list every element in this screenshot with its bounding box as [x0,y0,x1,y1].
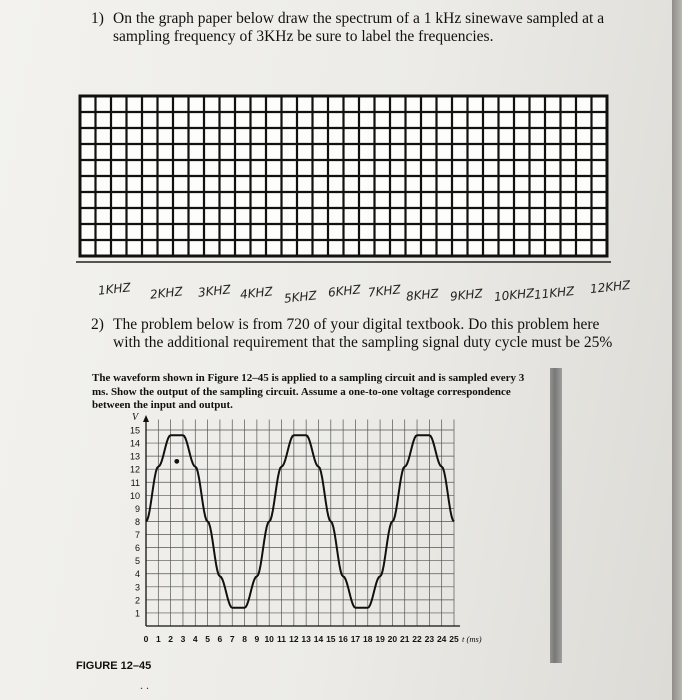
x-tick-label: 25 [449,634,459,644]
x-tick-label: 1 [155,634,161,644]
x-tick-label: 23 [424,634,435,644]
x-tick-label: 24 [436,634,447,644]
spectrum-graph-paper [74,90,614,272]
x-tick-label: 13 [301,634,311,644]
x-tick-label: 6 [217,634,223,644]
handwritten-label: 9KHZ [449,286,484,304]
y-tick-label: 15 [129,425,140,436]
pen-dot [174,459,179,464]
x-tick-label: 15 [326,634,336,644]
question-1-number: 1) [91,10,104,27]
x-tick-label: 20 [387,634,398,644]
handwritten-label: 7KHZ [367,282,402,300]
x-tick-label: 0 [143,634,149,644]
figure-label: FIGURE 12–45 [76,660,152,672]
y-tick-label: 6 [134,543,140,554]
y-tick-label: 8 [134,516,140,527]
question-1-line-1: On the graph paper below draw the spectrum of a 1 kHz sinewave sampled at a [113,10,605,27]
handwritten-label: 8KHZ [405,286,440,304]
page-edge-shadow [672,0,682,700]
y-axis-label: V [132,412,139,423]
x-tick-label: 16 [338,634,348,644]
y-tick-label: 14 [129,438,140,449]
y-tick-label: 13 [129,451,140,462]
problem-statement [92,372,542,413]
x-tick-label: 3 [180,634,186,644]
y-tick-label: 3 [134,582,140,593]
y-tick-label: 5 [134,556,140,567]
handwritten-label: 6KHZ [327,282,362,300]
handwritten-label: 12KHZ [589,277,632,297]
x-tick-label: 11 [277,634,287,644]
handwritten-label: 10KHZ [493,285,536,305]
y-tick-label: 7 [134,530,140,541]
handwritten-label: 4KHZ [239,284,274,302]
x-tick-label: 2 [168,634,174,644]
x-tick-label: 14 [313,634,324,644]
handwritten-label: 11KHZ [533,283,576,303]
y-tick-label: 4 [134,569,140,580]
x-tick-label: 8 [242,634,247,644]
y-tick-label: 11 [130,477,140,488]
x-tick-label: 19 [375,634,385,644]
x-tick-label: 7 [229,634,235,644]
x-tick-label: 17 [350,634,361,644]
handwritten-label: 2KHZ [149,284,184,302]
question-2-line-2: with the additional requirement that the sampling signal duty cycle must be 25% [113,334,613,351]
x-axis-label: t (ms) [462,634,482,644]
waveform-chart [92,412,512,658]
x-tick-label: 12 [289,634,299,644]
x-tick-label: 5 [205,634,210,644]
handwritten-label: 5KHZ [283,288,318,306]
problem-text: The waveform shown in Figure 12–45 is applied to a sampling circuit and is sampled every 3 ms. Show the output of the sampling circuit. Assume a one-to-one voltage correspondence between the input and output. [92,372,525,411]
x-tick-label: 21 [399,634,410,644]
question-2-line-1: The problem below is from 720 of your digital textbook. Do this problem here [113,316,600,333]
handwritten-label: 1KHZ [97,280,132,298]
question-1-line-2: sampling frequency of 3KHz be sure to label the frequencies. [113,28,494,45]
question-1 [91,10,651,46]
handwritten-label: 3KHZ [197,282,232,300]
chart-grid [146,420,454,626]
y-tick-label: 10 [129,490,140,501]
trailing-mark: . . [140,678,149,692]
x-tick-label: 10 [264,634,274,644]
y-tick-label: 9 [134,503,140,514]
y-tick-label: 12 [129,464,140,475]
question-2-number: 2) [91,316,104,333]
y-tick-label: 2 [134,595,140,606]
question-2 [91,316,651,352]
y-tick-label: 1 [134,608,140,619]
x-tick-label: 18 [363,634,373,644]
x-tick-label: 9 [254,634,260,644]
x-tick-label: 4 [192,634,198,644]
x-tick-label: 22 [412,634,422,644]
scan-bar [550,368,562,663]
